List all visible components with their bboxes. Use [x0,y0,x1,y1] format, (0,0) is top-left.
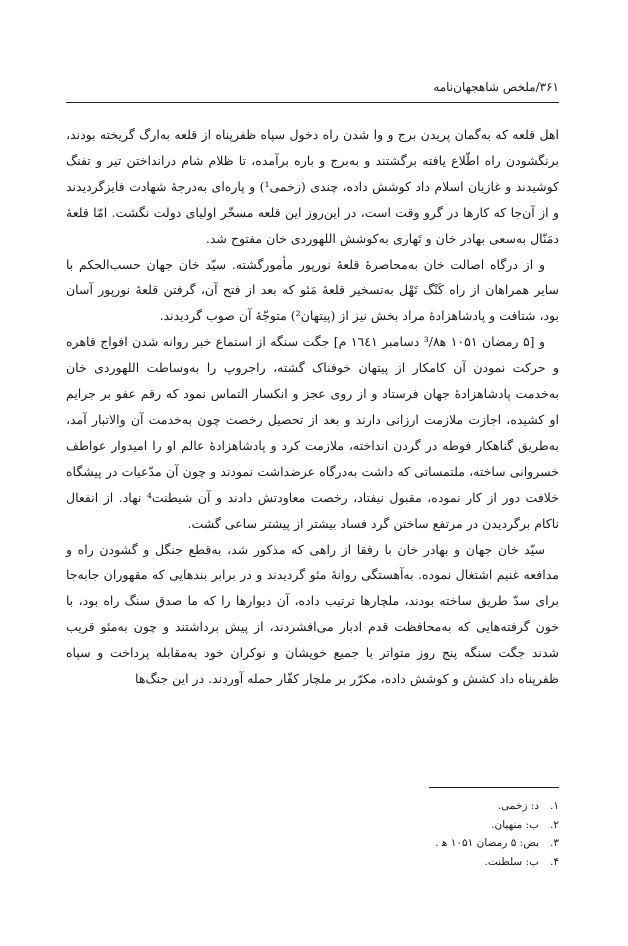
footnote-text: د: زخمی. [497,800,539,812]
footnote-rule [429,787,559,788]
footnote-number: ۴. [550,855,559,868]
footnote [66,834,559,853]
footnote-text: ب: سلطنت. [484,855,539,868]
footnote-number: ۳. [550,837,559,849]
footnote-text: ب: منهیان. [491,818,539,831]
footnote [66,797,559,816]
footnotes [66,797,559,871]
body-text [66,122,559,692]
footnote [66,816,559,835]
paragraph-4: سیّد خان جهان و بهادر خان با رفقا از راهی که مذکور شد، به‌قطع جنگل و گشودن راه و مدافعه غنیم اشتغال نموده. به‌آهستگی روانهٔ مئو گردیدند و در برابر بندهایی که مقهوران جابه‌جا برای سدّ طریق ساخته بودند، ملچارها ترتیب داده، آن دیوارها را که ما صدق سنگ راه بود، با خون گرفته‌هایی که به‌محافظت قدم ادبار می‌افشردند، از پیش برداشتند و چون به‌مئو قریب شدند جگت سنگه پنج روز متواتر با جمیع خویشان و نوکران خود به‌مقابله پرداخت و سپاه ظفرپناه داد کشش و کوشش داده، مکرّر بر ملچار کفّار حمله آوردند. در این جنگ‌ها [66,541,559,687]
header-rule [66,102,559,103]
paragraph-1: اهل قلعه که به‌گمان پریدن برج و وا شدن راه دخول سپاه ظفرپناه از قلعه به‌ارگ گریخته بودند، برنگشودن راه اطّلاع یافته برگشتند و به‌برج و باره برآمده، تا ظلام شام درانداختن تیر و تفنگ کوشیدند و غازیان اسلام داد کوشش داده، چندی (زخمی¹) و پاره‌ای به‌درجهٔ شهادت فایزگردیدند و از آن‌جا که کارها در گرو وقت است، در این‌روز این قلعه مسخّر اولیای دولت نگشت. امّا قلعهٔ دمَنّال به‌سعی بهادر خان و تَهاری به‌کوشش اللهوردی خان مفتوح شد. [66,127,559,246]
paragraph-2: و از درگاه اصالت خان به‌محاصرهٔ قلعهٔ نورپور مأمورگشته. سیّد خان جهان حسب‌الحکم با سایر همراهان از راه کَنْگ تَهْل به‌تسخیر قلعهٔ مَئو که بعد از فتح آن، گرفتن قلعهٔ نورپور آسان بود، شتافت و پادشاهزادهٔ مراد بخش نیز از (پیتهان²) متوجّهٔ آن صوب گردیدند. [66,256,559,324]
footnote-number: ۱. [550,800,559,812]
footnote [66,853,559,872]
running-header: ۳۶۱/ملخص شاهجهان‌نامه [433,80,559,94]
footnote-text: بض: ۵ رمضان ۱۰۵۱ ه‍ . [435,837,539,849]
paragraph-3: و [۵ رمضان ۱۰۵۱ ه‍³/۸ دسامبر ۱٦٤۱ م] جگت سنگه از استماع خبر روانه شدن افواج قاهره و حرکت نمودن آن کامکار از پیتهان خوفناک گشته، راجروپ را به‌وساطت اللهوردی خان به‌خدمت پادشاهزادهٔ جهان فرستاد و از روی عجز و انکسار التماس نمود که رقم عفو بر جرایم او کشیده، اجازت ملازمت ارزانی دارند و بعد از تحصیل رخصت چون به‌خدمت آن والاتبار آمد، به‌طریق گناهکار فوطه در گردن انداخته، ملازمت کرد و پادشاهزادهٔ عالم او را امیدوار عواطف خسروانی ساخته، ملتمساتی که داشت به‌درگاه عرضداشت نمودند و چون آن مدّعیات در پیشگاه خلافت دور از کار نموده، مقبول نیفتاد، رخصت معاودتش دادند و آن شیطنت⁴ نهاد. از انفعال ناکام برگردیدن در مرتفع ساختن گرد فساد بیشتر از پیشتر ساعی گشت. [66,334,559,531]
footnote-number: ۲. [550,818,559,831]
